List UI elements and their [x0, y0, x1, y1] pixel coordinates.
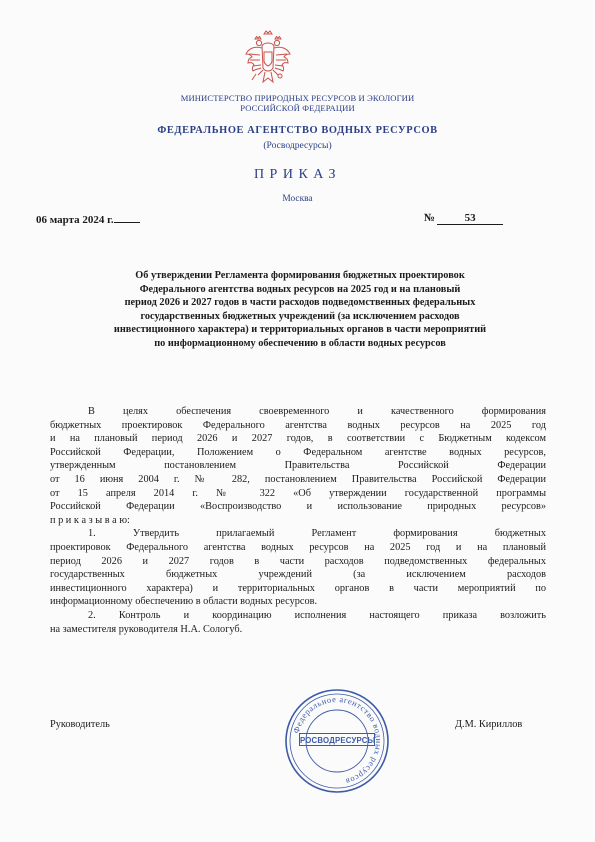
body-line: от 15 апреля 2014 г. № 322 «Об утверждении государственной программы [50, 487, 546, 499]
ministry-line-1: МИНИСТЕРСТВО ПРИРОДНЫХ РЕСУРСОВ И ЭКОЛОГИИ [180, 93, 415, 103]
order-date [36, 212, 140, 226]
stamp-ring-textpath: Федеральное агентство водных ресурсов [291, 694, 384, 787]
body-line: проектировок Федерального агентства водных ресурсов на 2025 год и на плановый [50, 541, 546, 553]
order-number [424, 212, 503, 225]
body-line: 1. Утвердить прилагаемый Регламент формирования бюджетных [88, 528, 546, 540]
body-line: информационному обеспечению в области водных ресурсов. [50, 596, 318, 608]
agency-name: ФЕДЕРАЛЬНОЕ АГЕНТСТВО ВОДНЫХ РЕСУРСОВ [157, 125, 438, 136]
signer-title: Руководитель [50, 719, 110, 730]
subject-line: инвестиционного характера) и территориальных органов в части мероприятий [113, 324, 487, 336]
order-number-label: № [424, 212, 436, 224]
body-line: Российской Федерации «Воспроизводство и использование природных ресурсов» [50, 501, 546, 513]
body-line: Российской Федерации, Положением о Федеральном агентстве водных ресурсов, [50, 446, 546, 458]
order-number-value: 53 [437, 212, 503, 225]
body-line: инвестиционного характера) и территориальных органов в части мероприятий по [50, 582, 546, 594]
body-line: утвержденным постановлением Правительства Российской Федерации [50, 460, 546, 472]
body-line: 2. Контроль и координацию исполнения настоящего приказа возложить [88, 609, 546, 621]
body-line: от 16 июня 2004 г. № 282, постановлением Правительства Российской Федерации [50, 473, 546, 485]
signer-name: Д.М. Кириллов [455, 719, 523, 730]
subject-line: Федерального агентства водных ресурсов на 2025 год и на плановый [139, 283, 461, 295]
body-line: бюджетных проектировок Федерального агентства водных ресурсов на 2025 год [50, 419, 546, 431]
ministry-line-2: РОССИЙСКОЙ ФЕДЕРАЦИИ [240, 102, 355, 113]
order-subject [60, 269, 540, 351]
ministry-name [0, 94, 595, 113]
body-line: на заместителя руководителя Н.А. Сологуб. [50, 623, 243, 635]
subject-line: Об утверждении Регламента формирования бюджетных проектировок [135, 270, 465, 281]
body-line: В целях обеспечения своевременного и качественного формирования [88, 406, 546, 417]
subject-line: по информационному обеспечению в области водных ресурсов [154, 337, 446, 349]
agency-short-name: (Росводресурсы) [263, 140, 332, 151]
document-city: Москва [282, 194, 313, 204]
subject-line: государственных бюджетных учреждений (за исключением расходов [140, 310, 460, 322]
date-underline [114, 212, 140, 223]
coat-of-arms-emblem [243, 28, 293, 90]
order-body [50, 405, 546, 636]
order-date-value: 06 марта 2024 г. [36, 214, 114, 226]
stamp-center-text: РОСВОДРЕСУРСЫ [299, 733, 375, 746]
body-line: период 2026 и 2027 годов в части расходов подведомственных федеральных [50, 555, 546, 567]
body-line: государственных бюджетных учреждений (за исключением расходов [50, 569, 546, 581]
body-line: и на плановый период 2026 и 2027 годов, в соответствии с Бюджетным кодексом [50, 433, 546, 445]
body-line-directive: п р и к а з ы в а ю: [50, 514, 130, 526]
subject-line: период 2026 и 2027 годов в части расходов подведомственных федеральных [124, 297, 476, 309]
document-type-title: ПРИКАЗ [253, 167, 342, 182]
